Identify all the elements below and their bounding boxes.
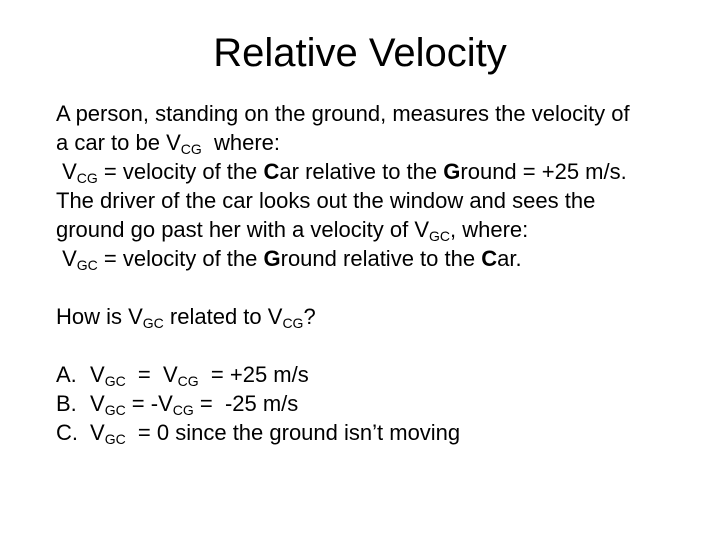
text: How is V [56, 304, 143, 329]
bold-letter: C [481, 246, 498, 271]
subscript: GC [429, 228, 450, 244]
subscript: CG [180, 141, 202, 157]
choice-letter: A. [56, 362, 77, 387]
subscript: GC [142, 315, 164, 331]
text: related to V [163, 304, 283, 329]
text: V [90, 362, 105, 387]
slide-body [56, 99, 706, 447]
text: V [90, 391, 105, 416]
text: = +25 m/s [198, 362, 309, 387]
subscript: GC [104, 431, 126, 447]
text: ground go past her with a velocity of V [56, 217, 429, 242]
text: = velocity of the [97, 246, 264, 271]
text: = 0 since the ground isn’t moving [125, 420, 461, 445]
text: ar relative to the [279, 159, 444, 184]
text: = -25 m/s [193, 391, 299, 416]
text: round = +25 m/s. [460, 159, 627, 184]
text: , where: [450, 217, 529, 242]
choice-a [56, 360, 706, 389]
choice-c [56, 418, 706, 447]
para-line-6 [56, 244, 706, 273]
para-line-4: The driver of the car looks out the window and sees the [56, 188, 596, 213]
text: V [90, 420, 105, 445]
text: round relative to the [280, 246, 482, 271]
para-line-2 [56, 128, 706, 157]
subscript: GC [104, 402, 126, 418]
subscript: CG [172, 402, 194, 418]
para-line-1: A person, standing on the ground, measures the velocity of [56, 101, 630, 126]
slide-title: Relative Velocity [213, 31, 507, 75]
text: = -V [125, 391, 173, 416]
subscript: CG [177, 373, 199, 389]
text: ar. [497, 246, 522, 271]
choice-letter: B. [56, 391, 77, 416]
text: where: [201, 130, 281, 155]
bold-letter: G [443, 159, 461, 184]
bold-letter: G [263, 246, 281, 271]
subscript: GC [76, 257, 98, 273]
para-line-5 [56, 215, 706, 244]
text: V [56, 246, 77, 271]
text: V [56, 159, 77, 184]
subscript: GC [104, 373, 126, 389]
subscript: CG [76, 170, 98, 186]
text: a car to be V [56, 130, 181, 155]
para-line-3 [56, 157, 706, 186]
text: ? [303, 304, 316, 329]
subscript: CG [282, 315, 304, 331]
choice-letter: C. [56, 420, 78, 445]
text: = velocity of the [97, 159, 264, 184]
question [56, 302, 706, 331]
text: = V [125, 362, 178, 387]
spacer [56, 273, 706, 302]
spacer [56, 331, 706, 360]
bold-letter: C [263, 159, 280, 184]
choice-b [56, 389, 706, 418]
